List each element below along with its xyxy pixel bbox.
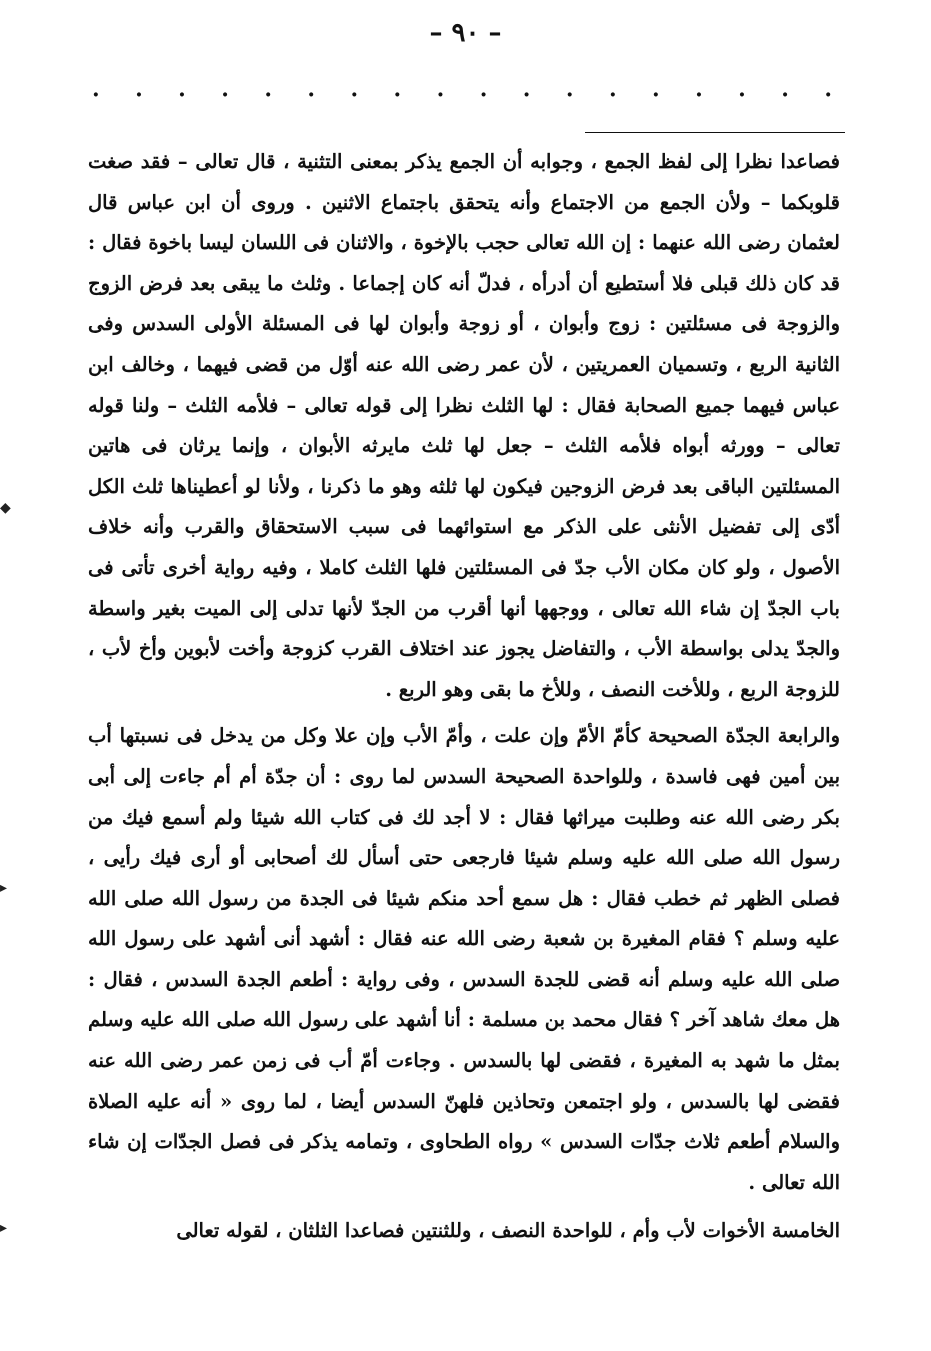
margin-mark: ▸ [0,1220,8,1236]
separator-dot: · [824,82,832,108]
paragraph-1: فصاعدا نظرا إلى لفظ الجمع ، وجوابه أن الجمع يذكر بمعنى التثنية ، قال تعالى – فقد صغت قلوبكما – ولأن الجمع من الاجتماع وأنه يتحقق باجتماع الاثنين . وروى أن ابن عباس قال لعثمان رضى الله عنهما : إن الله تعالى حجب بالإخوة ، والاثنان فى اللسان ليسا باخوة فقال : قد كان ذلك قبلى فلا أستطيع أن أدرأه ، فدلّ أنه كان إجماعا . وثلث ما يبقى بعد فرض الزوج والزوجة فى مسئلتين : زوج وأبوان ، أو زوجة وأبوان لها فى المسئلة الأولى السدس وفى الثانية الربع ، وتسميان العمريتين ، لأن عمر رضى الله عنه أوّل من قضى فيهما ، وخالف ابن عباس فيهما جميع الصحابة فقال : لها الثلث نظرا إلى قوله تعالى – فلأمه الثلث – ولنا قوله تعالى – وورثه أبواه فلأمه الثلث – جعل لها ثلث مايرثه الأبوان ، وإنما يرثان فى هاتين المسئلتين الباقى بعد فرض الزوجين فيكون لها ثلثه وهو ما ذكرنا ، ولأنا لو أعطيناها ثلث الكل أدّى إلى تفضيل الأنثى على الذكر مع استوائهما فى سبب الاستحقاق والقرب وأنه خلاف الأصول ، ولو كان مكان الأب جدّ فى المسئلتين فلها الثلث كاملا ، وفيه رواية أخرى تأتى فى باب الجدّ إن شاء الله تعالى ، ووجهها أنها أقرب من الجدّ لأنها تدلى إلى الميت بغير واسطة والجدّ يدلى بواسطة الأب ، والتفاضل يجوز عند اختلاف القرب كزوجة وأخت لأبوين وأخ لأب ، للزوجة الربع ، وللأخت النصف ، وللأخ ما بقى وهو الربع . [88,150,840,701]
separator-dot: · [479,82,488,108]
paragraph-3: الخامسة الأخوات لأب وأم ، للواحدة النصف ، وللثنتين فصاعدا الثلثان ، لقوله تعالى [176,1219,840,1243]
margin-mark: ▸ [0,880,8,896]
separator-dot: · [565,82,574,108]
separator-dot: · [781,82,789,108]
separator-dot: · [608,82,617,108]
separator-dot: · [695,82,703,108]
margin-mark: ◆ [0,500,11,516]
top-rule [585,132,845,133]
dotted-separator [92,84,832,106]
separator-dot: · [307,82,316,108]
paragraph-2: والرابعة الجدّة الصحيحة كأمّ الأمّ وإن علت ، وأمّ الأب وإن علا وكل من يدخل فى نسبتها أب بين أمين فهى فاسدة ، وللواحدة الصحيحة السدس لما روى : أن جدّة أم أم جاءت إلى أبى بكر رضى الله عنه وطلبت ميراثها فقال : لا أجد لك فى كتاب الله شيئا ولم أسمع فيك من رسول الله صلى الله عليه وسلم شيئا فارجعى حتى أسأل لك أصحابى أو أرى فيك رأيى ، فصلى الظهر ثم خطب فقال : هل سمع أحد منكم شيئا فى الجدة من رسول الله صلى الله عليه وسلم ؟ فقام المغيرة بن شعبة رضى الله عنه فقال : أشهد أنى أشهد على رسول الله صلى الله عليه وسلم أنه قضى للجدة السدس ، وفى رواية : أطعم الجدة السدس ، فقال : هل معك شاهد آخر ؟ فقال محمد بن مسلمة : أنا أشهد على رسول الله صلى الله عليه وسلم بمثل ما شهد به المغيرة ، فقضى لها بالسدس . وجاءت أمّ أب فى زمن عمر رضى الله عنه فقضى لها بالسدس ، ولو اجتمعن وتحاذين فلهنّ السدس أيضا ، لما روى « أنه عليه الصلاة والسلام أطعم ثلاث جدّات السدس » رواه الطحاوى ، وتمامه يذكر فى فصل الجدّات إن شاء الله تعالى . [88,724,840,1194]
separator-dot: · [92,82,100,108]
separator-dot: · [350,82,359,108]
separator-dot: · [652,82,660,108]
separator-dot: · [221,82,229,108]
separator-dot: · [522,82,531,108]
separator-dot: · [436,82,445,108]
separator-dot: · [135,82,143,108]
main-text [88,142,840,1252]
separator-dot: · [264,82,272,108]
separator-dot: · [738,82,746,108]
page-number: – ٩٠ – [429,18,502,48]
separator-dot: · [178,82,186,108]
separator-dot: · [393,82,402,108]
